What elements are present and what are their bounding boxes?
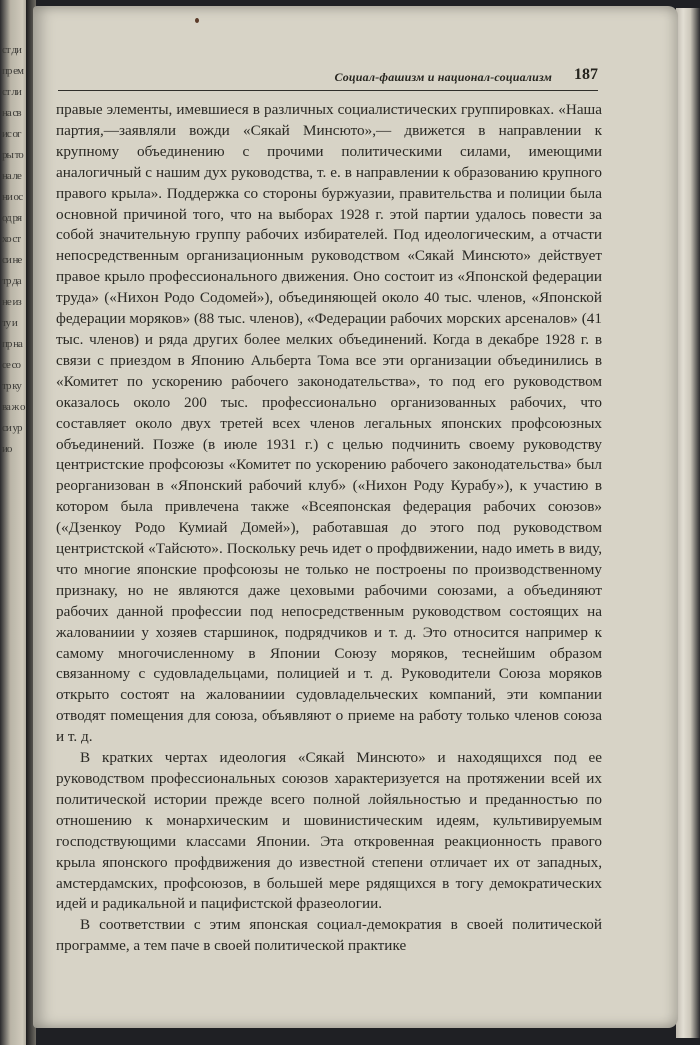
paragraph: В соответствии с этим японская социал-демократия в своей политической программе, а тем паче в своей политической практике (56, 916, 602, 955)
paragraph: В кратких чертах идеология «Сякай Минсюто» и находящихся под ее руководством профессиональных союзов характеризуется на протяжении всей их политической истории прежде всего полной лойяльностью и преданностью по отношению к монархическим и шовинистическим идеям, культивируемым господствующими классами Японии. Эта откровенная реакционность правого крыла японского профдвижения до известной степени отличает их от западных, амстердамских, профсоюзов, в большей мере рядящихся в тогу демократических идей и радикальной и пацифистской фразеологии. (56, 749, 602, 913)
page-body (56, 100, 602, 957)
page-stain (195, 18, 199, 23)
paragraph: правые элементы, имевшиеся в различных социалистических группировках. «Наша партия,—заявляли вожди «Сякай Минсюто»,— движется в направлении к крупному объединению с прочими политическими силами, имеющими аналогичный с нашим дух руководства, т. е. в направлении к образованию крупного правого крыла». Поддержка со стороны буржуазии, правительства и полиции была основной причиной того, что на выборах 1928 г. этой партии удалось повести за собой значительную группу рабочих избирателей. Под идеологическим, а отчасти непосредственным организационным руководством «Сякай Минсюто» действует правое крыло профессионального движения. Оно состоит из «Японской федерации труда» («Нихон Родо Содомей»), объединяющей около 40 тыс. членов, «Японской федерации моряков» (88 тыс. членов), «Федерации рабочих морских арсеналов» (41 тыс. членов) и ряда других более мелких объединений. Когда в декабре 1928 г. в связи с приездом в Японию Альберта Тома все эти организации объединились в «Комитет по ускорению рабочего законодательства», то под его руководством оказалось около 200 тыс. профессионально организованных рабочих, что составляет около двух третей всех членов легальных японских профсоюзных объединений. Позже (в июле 1931 г.) с целью подчинить своему руководству центристские профсоюзы «Комитет по ускорению рабочего законодательства» был реорганизован в «Японский рабочий клуб» («Нихон Роду Курабу»), к участию в котором была привлечена также «Всеяпонская федерация рабочих союзов» («Дзенкоу Родо Кумиай Домей»), работавшая до этого под руководством центристской «Тайсюто». Поскольку речь идет о профдвижении, надо иметь в виду, что многие японские профсоюзы не только не построены по производственному признаку, но не являются даже цеховыми рабочими союзами, а объединяют рабочих данной профессии под непосредственным руководством состоящих на жалованиии у хозяев старшинок, подрядчиков и т. д. Это относится например к самому многочисленному в Японии Союзу моряков, теснейшим образом связанному с судовладельцами, полицией и т. д. Руководители Союза моряков открыто состоят на жалованиии судовладельческих компаний, эти компании отводят помещения для союза, объявляют о приеме на работу только членов союза и т. д. (56, 101, 602, 746)
page-stack-edge (676, 8, 700, 1038)
page-header (58, 64, 598, 91)
adjacent-page-text: ст ди пр ем ст ли на св ис ог ры то на ле ни ос од ря хо ст си не тр да не из ту и пр на се со тр ку ва ж о си ур ио (2, 44, 25, 455)
running-head: Социал-фашизм и национал-социализм (334, 70, 552, 84)
page-number: 187 (574, 66, 598, 83)
